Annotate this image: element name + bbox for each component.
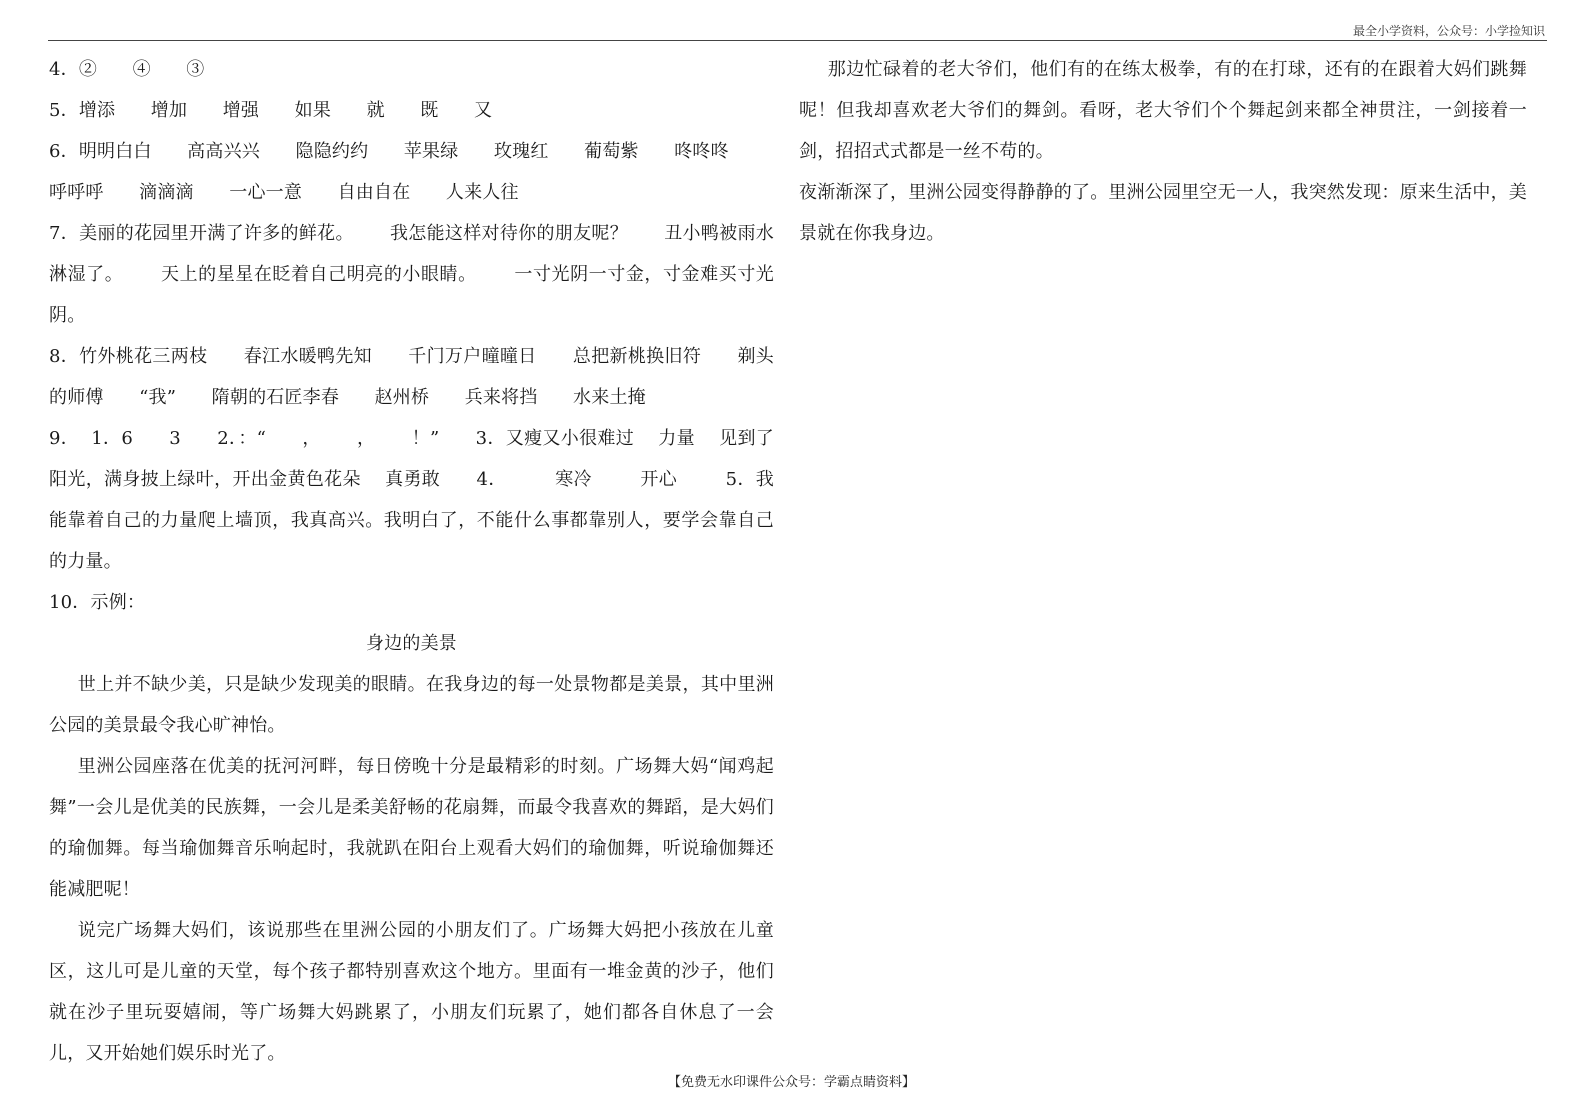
left-column bbox=[49, 49, 774, 1074]
answer-q6-line1: 6．明明白白 高高兴兴 隐隐约约 苹果绿 玫瑰红 葡萄紫 咚咚咚 bbox=[49, 141, 729, 162]
essay-paragraph: 那边忙碌着的老大爷们，他们有的在练太极拳，有的在打球，还有的在跟着大妈们跳舞呢！但我却喜欢老大爷们的舞剑。看呀，老大爷们个个舞起剑来都全神贯注，一剑接着一剑，招招式式都是一丝不苟的。 bbox=[799, 59, 1527, 162]
essay-title: 身边的美景 bbox=[366, 633, 457, 654]
answer-q4: 4．② ④ ③ bbox=[49, 59, 205, 80]
header-text: 最全小学资料，公众号：小学捡知识 bbox=[1352, 24, 1545, 38]
answer-q8: 8．竹外桃花三两枝 春江水暖鸭先知 千门万户曈曈日 总把新桃换旧符 剃头的师傅 “我” 隋朝的石匠李春 赵州桥 兵来将挡 水来土掩 bbox=[49, 346, 774, 408]
essay-paragraph: 世上并不缺少美，只是缺少发现美的眼睛。在我身边的每一处景物都是美景，其中里洲公园的美景最令我心旷神怡。 bbox=[49, 674, 774, 736]
answer-q9: 9． 1．6 3 2．：“ ， ， ！” 3．又瘦又小很难过 力量 见到了阳光，满身披上绿叶，开出金黄色花朵 真勇敢 4． 寒冷 开心 5．我能靠着自己的力量爬上墙顶，我真高兴。我明白了，不能什么事都靠别人，要学会靠自己的力量。 bbox=[49, 428, 774, 572]
page-footer: 【免费无水印课件公众号：学霸点睛资料】 bbox=[667, 1075, 915, 1090]
header-divider bbox=[48, 40, 1547, 41]
essay-paragraph: 里洲公园座落在优美的抚河河畔，每日傍晚十分是最精彩的时刻。广场舞大妈“闻鸡起舞”一会儿是优美的民族舞，一会儿是柔美舒畅的花扇舞，而最令我喜欢的舞蹈，是大妈们的瑜伽舞。每当瑜伽舞音乐响起时，我就趴在阳台上观看大妈们的瑜伽舞，听说瑜伽舞还能减肥呢！ bbox=[49, 756, 774, 900]
answer-q7: 7．美丽的花园里开满了许多的鲜花。 我怎能这样对待你的朋友呢？ 丑小鸭被雨水淋湿了。 天上的星星在眨着自己明亮的小眼睛。 一寸光阴一寸金，寸金难买寸光阴。 bbox=[49, 223, 774, 326]
essay-paragraph: 夜渐渐深了，里洲公园变得静静的了。里洲公园里空无一人，我突然发现：原来生活中，美景就在你我身边。 bbox=[799, 182, 1527, 244]
answer-q5: 5．增添 增加 增强 如果 就 既 又 bbox=[49, 100, 493, 121]
answer-q6-line2: 呼呼呼 滴滴滴 一心一意 自由自在 人来人往 bbox=[49, 182, 519, 203]
essay-paragraph: 说完广场舞大妈们，该说那些在里洲公园的小朋友们了。广场舞大妈把小孩放在儿童区，这儿可是儿童的天堂，每个孩子都特别喜欢这个地方。里面有一堆金黄的沙子，他们就在沙子里玩耍嬉闹，等广场舞大妈跳累了，小朋友们玩累了，她们都各自休息了一会儿，又开始她们娱乐时光了。 bbox=[49, 920, 774, 1064]
right-column bbox=[799, 49, 1527, 254]
answer-q10-label: 10．示例： bbox=[49, 592, 146, 613]
